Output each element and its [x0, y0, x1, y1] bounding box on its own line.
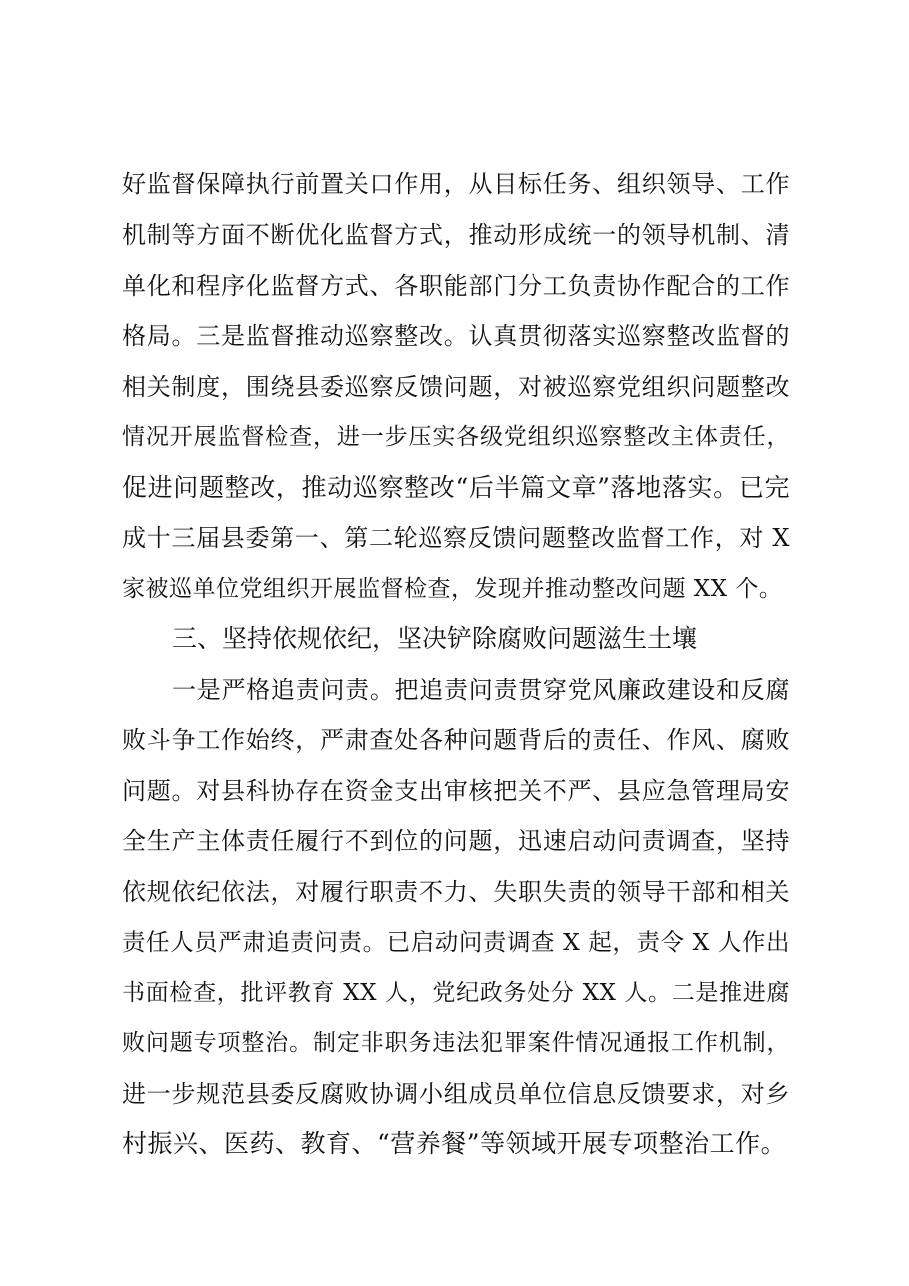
paragraph-line: 败问题专项整治。制定非职务违法犯罪案件情况通报工作机制， [122, 1030, 790, 1056]
paragraph-line: 一是严格追责问责。把追责问责贯穿党风廉政建设和反腐 [172, 676, 790, 704]
paragraph-line: 单化和程序化监督方式、各职能部门分工负责协作配合的工作 [122, 272, 790, 300]
paragraph-line: 家被巡单位党组织开展监督检查，发现并推动整改问题 XX 个。 [122, 576, 783, 602]
paragraph-line: 促进问题整改，推动巡察整改“后半篇文章”落地落实。已完 [122, 473, 790, 502]
section-heading: 三、坚持依规依纪，坚决铲除腐败问题滋生土壤 [172, 624, 698, 653]
paragraph-line: 情况开展监督检查，进一步压实各级党组织巡察整改主体责任， [122, 424, 790, 450]
paragraph-line: 书面检查，批评教育 XX 人，党纪政务处分 XX 人。二是推进腐 [122, 980, 790, 1006]
paragraph-line: 全生产主体责任履行不到位的问题，迅速启动问责调查，坚持 [122, 827, 790, 855]
paragraph-line: 格局。三是监督推动巡察整改。认真贯彻落实巡察整改监督的 [122, 322, 790, 350]
paragraph-line: 进一步规范县委反腐败协调小组成员单位信息反馈要求，对乡 [122, 1080, 790, 1108]
paragraph-line: 责任人员严肃追责问责。已启动问责调查 X 起，责令 X 人作出 [122, 928, 790, 956]
paragraph-line: 相关制度，围绕县委巡察反馈问题，对被巡察党组织问题整改 [122, 373, 790, 401]
paragraph-line: 败斗争工作始终，严肃查处各种问题背后的责任、作风、腐败 [122, 726, 790, 754]
paragraph-line: 机制等方面不断优化监督方式，推动形成统一的领导机制、清 [122, 221, 790, 249]
paragraph-line: 问题。对县科协存在资金支出审核把关不严、县应急管理局安 [122, 777, 790, 805]
paragraph-line: 成十三届县委第一、第二轮巡察反馈问题整改监督工作，对 X [122, 524, 790, 552]
paragraph-line: 村振兴、医药、教育、“营养餐”等领域开展专项整治工作。 [122, 1129, 787, 1158]
paragraph-line: 好监督保障执行前置关口作用，从目标任务、组织领导、工作 [122, 170, 790, 198]
paragraph-line: 依规依纪依法，对履行职责不力、失职失责的领导干部和相关 [122, 878, 790, 906]
